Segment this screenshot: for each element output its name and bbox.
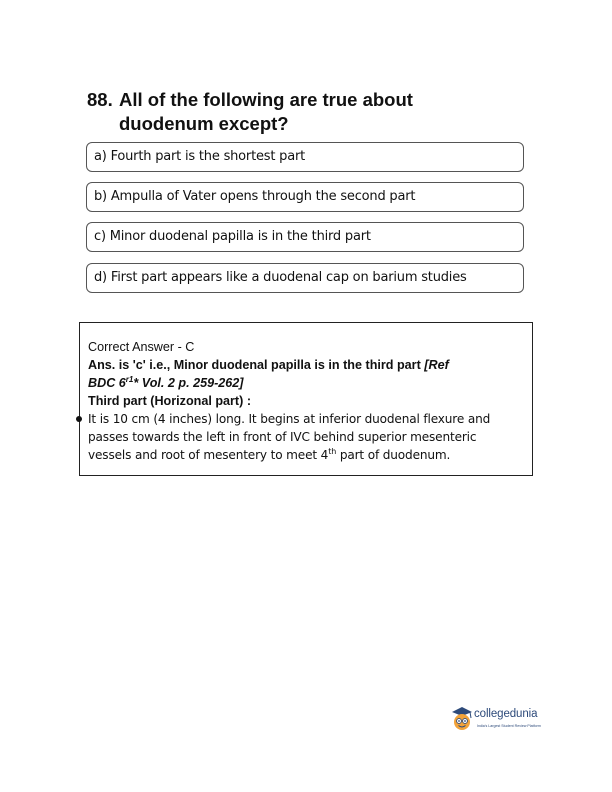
option-a[interactable]: a) Fourth part is the shortest part <box>86 142 524 172</box>
question-text-line1: All of the following are true about <box>119 89 413 110</box>
answer-explanation-line1 <box>88 356 524 374</box>
reference-book: BDC 6 <box>88 376 126 390</box>
body-line-3-end: part of duodenum. <box>336 448 451 462</box>
reference-start: [Ref <box>424 358 449 372</box>
body-line-3-start: vessels and root of mesentery to meet 4 <box>88 448 329 462</box>
question-number: 88. <box>87 89 113 110</box>
logo-tagline: India's Largest Student Review Platform <box>477 724 541 728</box>
reference-line <box>88 374 524 392</box>
bullet-icon <box>76 416 82 422</box>
option-d[interactable]: d) First part appears like a duodenal cap on barium studies <box>86 263 524 293</box>
option-b[interactable]: b) Ampulla of Vater opens through the second part <box>86 182 524 212</box>
logo-name: collegedunia <box>474 708 538 720</box>
answer-explanation-text: Ans. is 'c' i.e., Minor duodenal papilla is in the third part <box>88 358 425 372</box>
subheading: Third part (Horizonal part) : <box>88 394 252 408</box>
ordinal-superscript: th <box>328 447 337 456</box>
body-line-2: passes towards the left in front of IVC behind superior mesenteric <box>88 430 477 444</box>
body-line-3 <box>88 446 524 464</box>
option-c[interactable]: c) Minor duodenal papilla is in the third part <box>86 222 524 252</box>
correct-answer-label: Correct Answer - C <box>88 340 195 354</box>
answer-explanation-box <box>79 322 533 476</box>
question-text-line2: duodenum except? <box>119 113 289 134</box>
collegedunia-logo <box>450 706 545 734</box>
reference-edition-superscript: r1 <box>125 375 134 384</box>
mascot-icon <box>450 706 474 732</box>
reference-pages: * Vol. 2 p. 259-262] <box>133 376 244 390</box>
body-line-1: It is 10 cm (4 inches) long. It begins at inferior duodenal flexure and <box>88 412 491 426</box>
question-heading <box>87 88 507 136</box>
